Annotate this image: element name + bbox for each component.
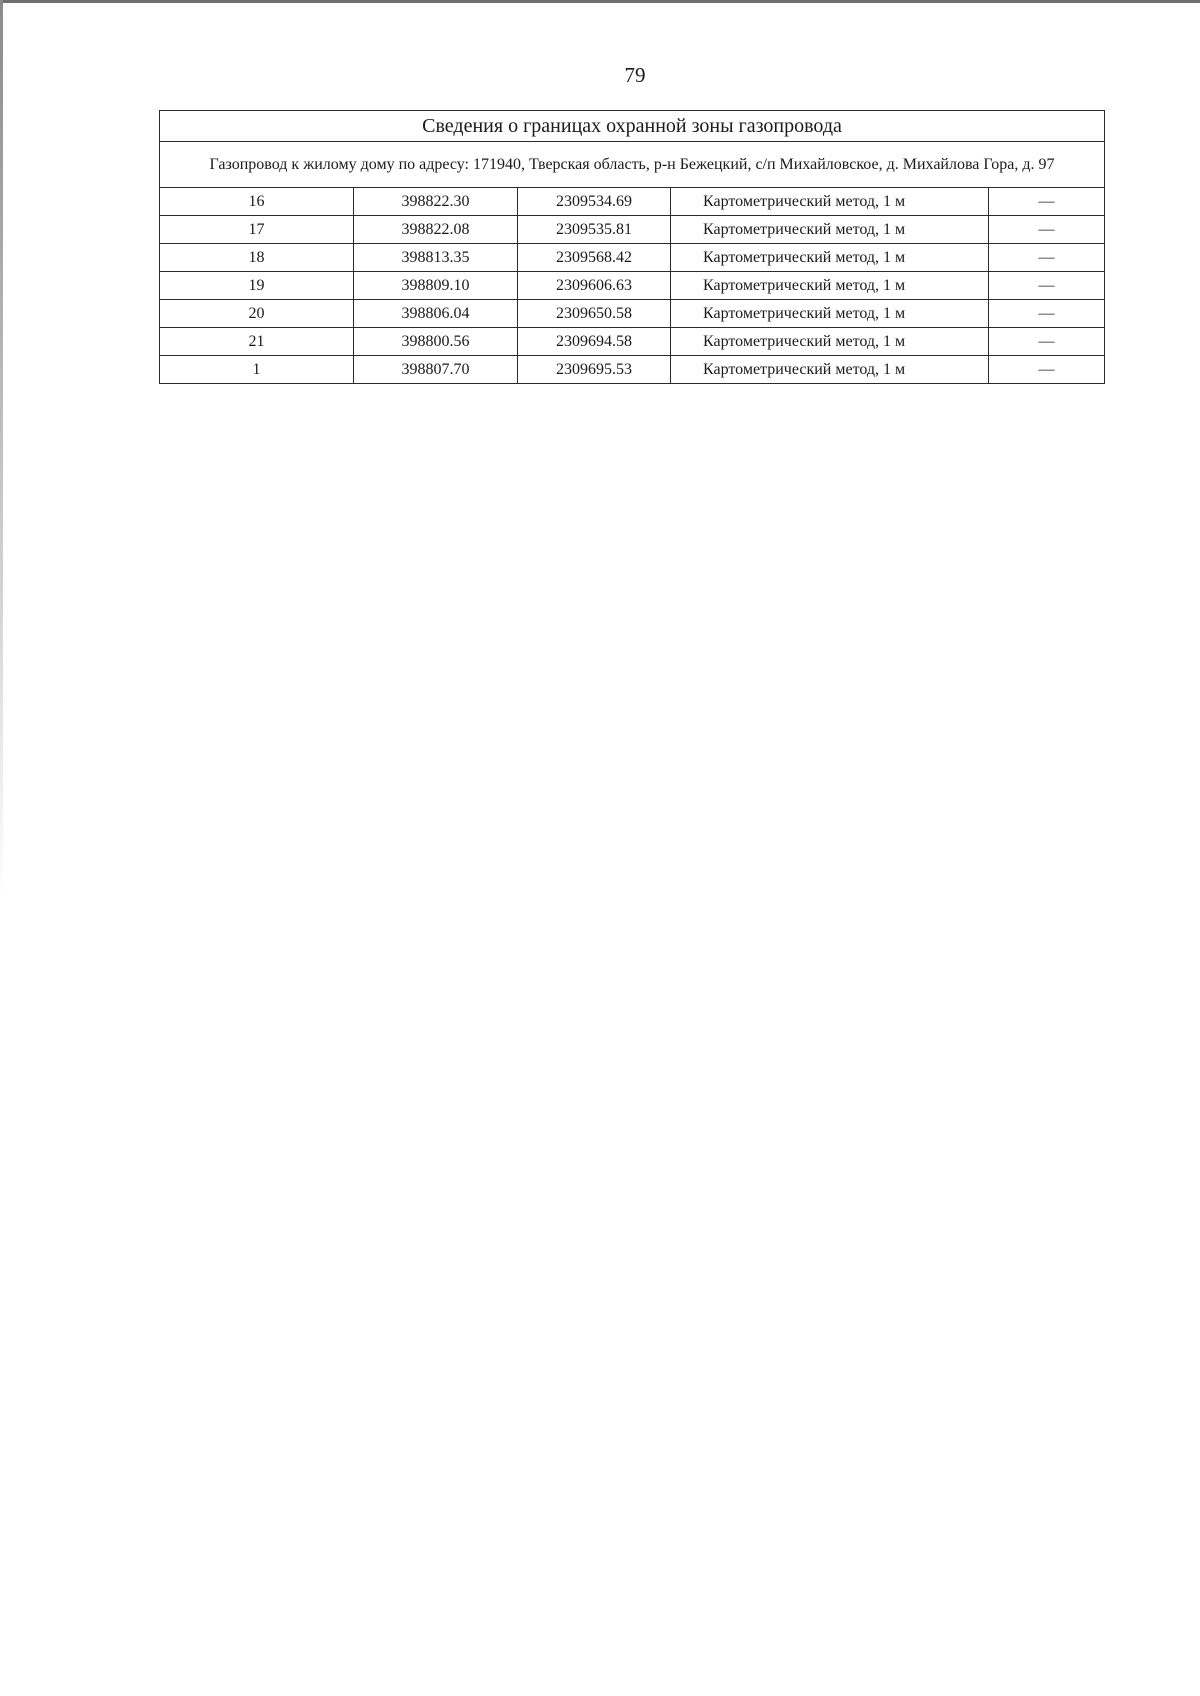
method-cell: Картометрический метод, 1 м xyxy=(671,244,989,272)
x-coordinate-cell: 398822.08 xyxy=(354,216,518,244)
point-number-cell: 17 xyxy=(160,216,354,244)
point-number-cell: 21 xyxy=(160,328,354,356)
y-coordinate-cell: 2309534.69 xyxy=(518,188,671,216)
method-cell: Картометрический метод, 1 м xyxy=(671,216,989,244)
table-subtitle: Газопровод к жилому дому по адресу: 171940, Тверская область, р-н Бежецкий, с/п Михайловское, д. Михайлова Гора, д. 97 xyxy=(160,142,1105,188)
x-coordinate-cell: 398800.56 xyxy=(354,328,518,356)
table-row xyxy=(160,188,1105,216)
table-title-row xyxy=(160,111,1105,142)
note-cell: — xyxy=(989,328,1105,356)
method-cell: Картометрический метод, 1 м xyxy=(671,300,989,328)
table-subtitle-row xyxy=(160,142,1105,188)
method-cell: Картометрический метод, 1 м xyxy=(671,328,989,356)
x-coordinate-cell: 398806.04 xyxy=(354,300,518,328)
point-number-cell: 18 xyxy=(160,244,354,272)
x-coordinate-cell: 398822.30 xyxy=(354,188,518,216)
scan-edge-left xyxy=(0,0,3,900)
point-number-cell: 16 xyxy=(160,188,354,216)
table-row xyxy=(160,216,1105,244)
method-cell: Картометрический метод, 1 м xyxy=(671,272,989,300)
x-coordinate-cell: 398807.70 xyxy=(354,356,518,384)
note-cell: — xyxy=(989,300,1105,328)
table-row xyxy=(160,244,1105,272)
boundary-table-container xyxy=(159,110,1104,384)
x-coordinate-cell: 398813.35 xyxy=(354,244,518,272)
y-coordinate-cell: 2309606.63 xyxy=(518,272,671,300)
y-coordinate-cell: 2309568.42 xyxy=(518,244,671,272)
page-number: 79 xyxy=(624,63,646,87)
scan-edge-top xyxy=(0,0,1200,3)
point-number-cell: 19 xyxy=(160,272,354,300)
table-row xyxy=(160,328,1105,356)
note-cell: — xyxy=(989,188,1105,216)
y-coordinate-cell: 2309694.58 xyxy=(518,328,671,356)
point-number-cell: 20 xyxy=(160,300,354,328)
point-number-cell: 1 xyxy=(160,356,354,384)
note-cell: — xyxy=(989,272,1105,300)
x-coordinate-cell: 398809.10 xyxy=(354,272,518,300)
note-cell: — xyxy=(989,356,1105,384)
note-cell: — xyxy=(989,216,1105,244)
y-coordinate-cell: 2309650.58 xyxy=(518,300,671,328)
boundary-coordinates-table xyxy=(159,110,1105,384)
table-title: Сведения о границах охранной зоны газопровода xyxy=(160,111,1105,142)
method-cell: Картометрический метод, 1 м xyxy=(671,356,989,384)
table-row xyxy=(160,272,1105,300)
y-coordinate-cell: 2309695.53 xyxy=(518,356,671,384)
note-cell: — xyxy=(989,244,1105,272)
table-row xyxy=(160,300,1105,328)
table-row xyxy=(160,356,1105,384)
method-cell: Картометрический метод, 1 м xyxy=(671,188,989,216)
y-coordinate-cell: 2309535.81 xyxy=(518,216,671,244)
